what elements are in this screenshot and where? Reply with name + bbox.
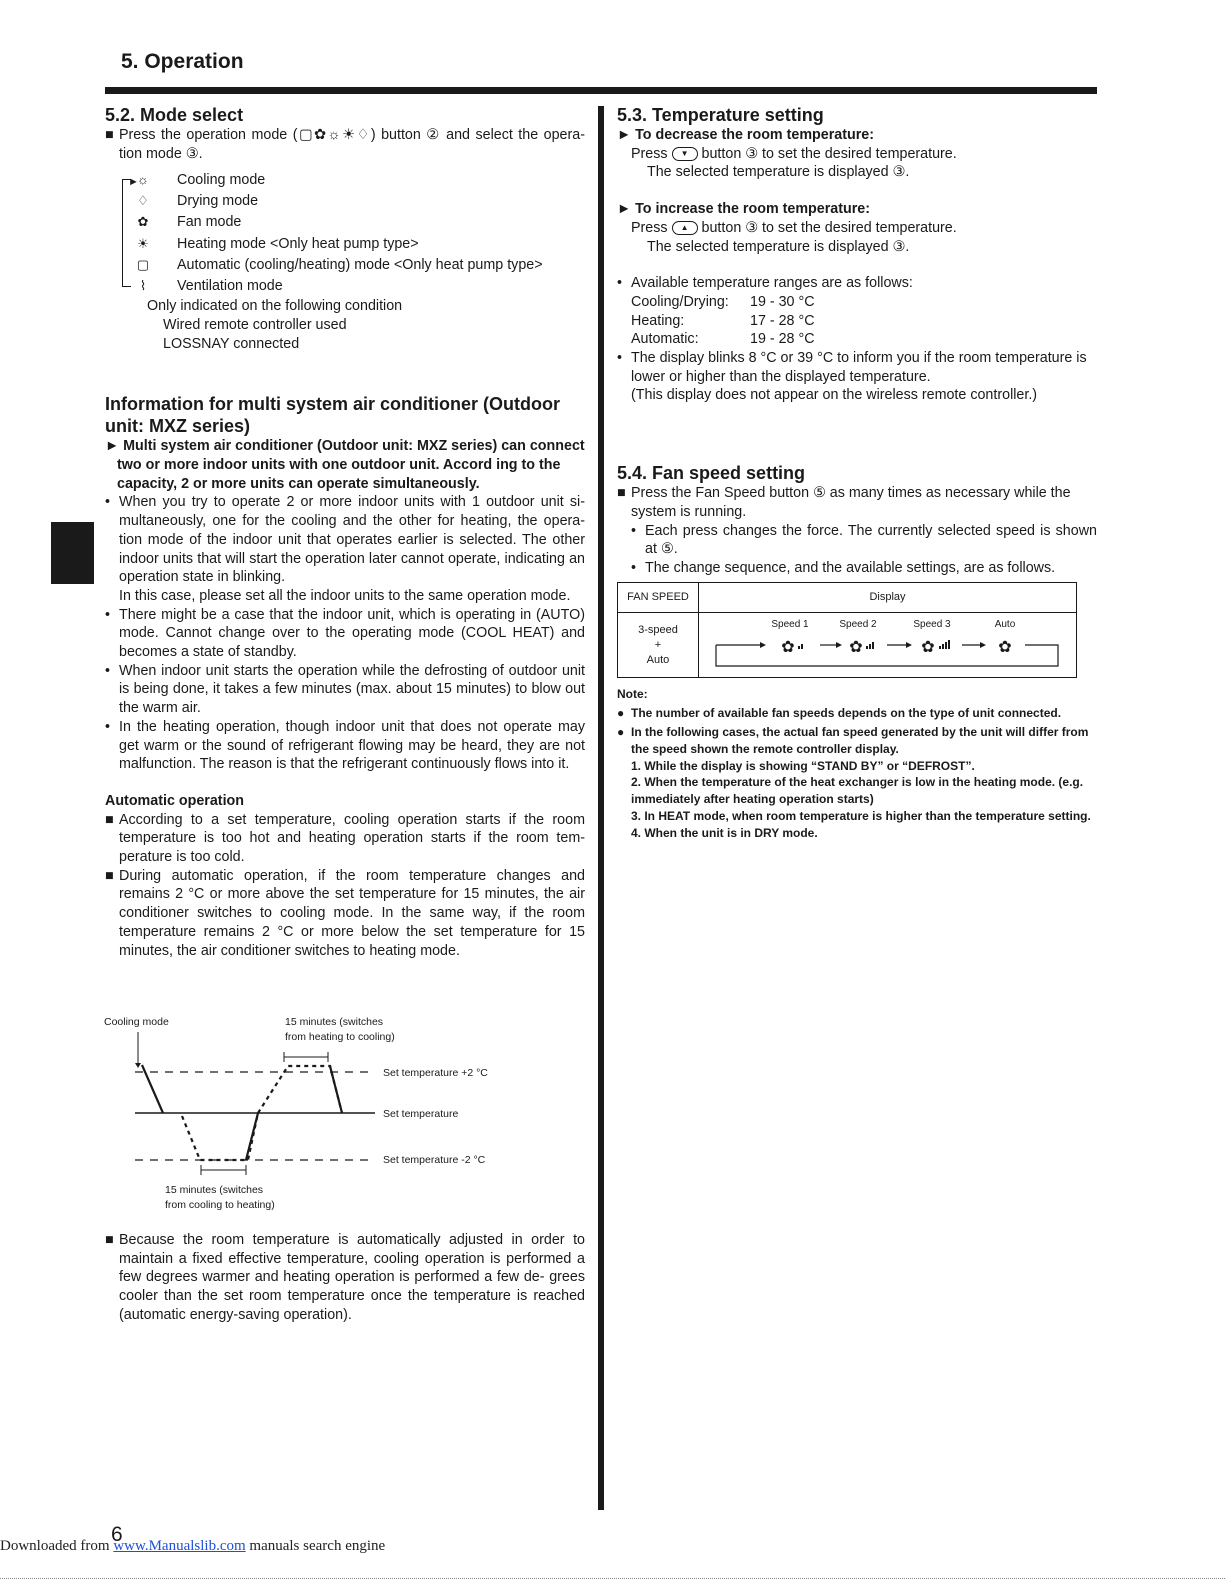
increase-title: ► To increase the room temperature: <box>617 201 871 218</box>
note-subitem: 2. When the temperature of the heat exchanger is low in the heating mode. (e.g. immediately after heating operation starts) <box>631 775 1084 807</box>
fan-notes <box>617 686 1097 841</box>
arrow-right-icon: ► <box>128 176 139 189</box>
speed-label: Auto <box>994 618 1016 630</box>
multi-bullet-cont: In this case, please set all the indoor units to the same operation mode. <box>119 587 571 604</box>
fan-bullet: • The change sequence, and the available settings, are as follows. <box>631 559 1056 576</box>
speed-label: Speed 3 <box>913 618 951 630</box>
auto-bullet: ■ According to a set temperature, cooling operation starts if the room temperature is too hot and heating operation starts if the room tem- perature is too cold. <box>105 811 585 866</box>
manualslib-link[interactable]: www.Manualslib.com <box>113 1538 246 1554</box>
heating-mode-icon: ☀ <box>137 235 149 251</box>
diagram-line-label: Set temperature +2 °C <box>383 1067 488 1079</box>
range-row: Automatic: 19 - 28 °C <box>631 331 815 348</box>
decrease-instruction: Press ▼ button ③ to set the desired temperature. <box>631 145 957 162</box>
mode-item: ☀ Heating mode <Only heat pump type> <box>123 233 585 254</box>
up-button-icon: ▲ <box>672 221 698 235</box>
multi-bullet: • When indoor unit starts the operation while the defrosting of outdoor unit is being done, it takes a few minutes (max. about 15 minutes) to blow out the warm air. <box>105 662 585 717</box>
diagram-line-label: Set temperature <box>383 1108 459 1120</box>
square-bullet-icon: ■ <box>105 127 114 143</box>
ventilation-note: Only indicated on the following condition <box>147 298 403 315</box>
table-header: Display <box>699 582 1077 612</box>
download-footer: Downloaded from www.Manualslib.com manuals search engine <box>0 1538 386 1554</box>
square-bullet-icon: ■ <box>105 1232 114 1248</box>
wireless-note: (This display does not appear on the wireless remote controller.) <box>631 387 1038 404</box>
column-divider <box>598 106 604 1510</box>
page-number: 6 <box>111 1523 123 1546</box>
temperature-heading: 5.3. Temperature setting <box>617 105 824 125</box>
fan-auto-icon: ✿ <box>998 638 1012 656</box>
square-bullet-icon: ■ <box>617 485 626 502</box>
diagram-line-label: Set temperature -2 °C <box>383 1154 486 1166</box>
square-bullet-icon: ■ <box>105 867 114 884</box>
note-subitem: 1. While the display is showing “STAND BY” or “DEFROST”. <box>631 758 975 773</box>
left-column <box>105 104 585 960</box>
speed-label: Speed 1 <box>771 618 809 630</box>
note-item: ● The number of available fan speeds depends on the type of unit connected. <box>617 706 1062 721</box>
diagram-cooling-label: Cooling mode <box>104 1016 169 1028</box>
auto-mode-icon: ▢ <box>136 256 150 272</box>
right-column <box>617 104 1097 842</box>
multi-bullet: • There might be a case that the indoor unit, which is operating in (AUTO) mode. Cannot change over to the operating mode (COOL HEAT) and becomes a state of standby. <box>105 606 585 661</box>
mode-item: ✿ Fan mode <box>123 212 585 233</box>
speed-label: Speed 2 <box>839 618 877 630</box>
down-button-icon: ▼ <box>672 147 698 161</box>
diagram-bottom-note: from cooling to heating) <box>165 1199 275 1211</box>
cooling-mode-icon: ☼ <box>137 171 149 187</box>
fan-speed1-icon: ✿ <box>781 638 795 656</box>
fan-sequence-cell <box>699 612 1077 678</box>
fan-speed3-icon: ✿ <box>921 638 935 656</box>
mode-item: ▢ Automatic (cooling/heating) mode <Only heat pump type> <box>123 255 585 276</box>
fan-bullet: • Each press changes the force. The currently selected speed is shown at ⑤. <box>631 522 1097 558</box>
mode-list <box>123 169 585 353</box>
increase-instruction: Press ▲ button ③ to set the desired temperature. <box>631 219 957 236</box>
diagram-top-note: 15 minutes (switches <box>285 1016 384 1028</box>
table-cell: 3-speed + Auto <box>618 612 699 678</box>
fan-speed-heading: 5.4. Fan speed setting <box>617 463 806 484</box>
fan-speed-table <box>617 582 1077 679</box>
diagram-bottom-note: 15 minutes (switches <box>165 1184 264 1196</box>
mode-select-heading: 5.2. Mode select <box>105 105 244 125</box>
fan-mode-icon: ✿ <box>137 214 149 230</box>
blink-note: • The display blinks 8 °C or 39 °C to inform you if the room temperature is lower or higher than the displayed temperature. <box>617 350 1087 385</box>
fan-speed2-icon: ✿ <box>849 638 863 656</box>
automatic-operation-heading: Automatic operation <box>105 792 245 809</box>
fan-sequence-diagram <box>700 614 1075 670</box>
mode-cycle-bracket <box>122 179 131 287</box>
note-subitem: 3. In HEAT mode, when room temperature is higher than the temperature setting. <box>631 808 1091 823</box>
mode-select-intro: ■ Press the operation mode (▢✿☼☀♢) button ② and select the opera- tion mode ③. <box>105 127 585 162</box>
mode-item: ⌇ Ventilation mode <box>123 276 585 297</box>
note-title: Note: <box>617 687 648 702</box>
square-bullet-icon: ■ <box>105 811 114 828</box>
multi-bullet: • In the heating operation, though indoor unit that does not operate may get warm or the sound of refrigerant flowing may be heard, they are not malfunction. The reason is that the refrigerant continuously flows into it. <box>105 718 585 773</box>
fan-intro: ■ Press the Fan Speed button ⑤ as many times as necessary while the system is running. <box>617 485 1071 520</box>
auto-bullet: ■ During automatic operation, if the room temperature changes and remains 2 °C or more above the set temperature for 15 minutes, the air conditioner switches to cooling mode. In the same way, if the room temperature remains 2 °C or more below the set temperature for 15 minutes, the air conditioner switches to heating mode. <box>105 867 585 959</box>
multi-system-heading: Information for multi system air conditioner (Outdoor unit: MXZ series) <box>105 394 561 437</box>
ventilation-condition: Wired remote controller used <box>163 316 347 333</box>
footer-divider <box>0 1578 1225 1579</box>
auto-operation-diagram <box>100 1010 590 1220</box>
table-header: FAN SPEED <box>618 582 699 612</box>
ventilation-mode-icon: ⌇ <box>139 278 147 294</box>
range-row: Cooling/Drying: 19 - 30 °C <box>631 293 815 310</box>
multi-bullet: • When you try to operate 2 or more indoor units with 1 outdoor unit si- multaneously, one for the cooling and the other for heating, the opera- tion mode of the indoor unit that operates earlier is selected. The other indoor units that will start the operation later cannot operate, indicating an operation state in blinking. <box>105 494 585 586</box>
auto-bullet: ■ Because the room temperature is automatically adjusted in order to maintain a fixed effective temperature, cooling operation is performed a few degrees warmer and heating operation is performed a few de- grees cooler than the set room temperature once the temperature is reached (automatic energy-saving operation). <box>105 1232 585 1323</box>
increase-display: The selected temperature is displayed ③. <box>647 238 910 255</box>
mode-item: ☼ Cooling mode <box>123 169 585 190</box>
multi-system-lead: ► Multi system air conditioner (Outdoor unit: MXZ series) can connect two or more indoor units with one outdoor unit. Accord ing to the capacity, 2 or more units can operate simultaneously. <box>105 438 585 492</box>
header-rule <box>105 87 1097 94</box>
ranges-intro: • Available temperature ranges are as follows: <box>617 275 913 292</box>
mode-item: ♢ Drying mode <box>123 191 585 212</box>
drying-mode-icon: ♢ <box>137 193 149 208</box>
ventilation-condition: LOSSNAY connected <box>163 335 300 352</box>
decrease-title: ► To decrease the room temperature: <box>617 127 875 143</box>
note-item: ● In the following cases, the actual fan speed generated by the unit will differ from the speed shown the remote controller display. <box>617 724 1089 756</box>
section-tab-marker <box>51 522 94 584</box>
range-row: Heating: 17 - 28 °C <box>631 312 815 329</box>
decrease-display: The selected temperature is displayed ③. <box>647 164 910 181</box>
note-subitem: 4. When the unit is in DRY mode. <box>631 825 818 840</box>
left-column-bottom <box>105 1231 585 1325</box>
page-title: 5. Operation <box>121 50 244 73</box>
diagram-top-note: from heating to cooling) <box>285 1031 395 1043</box>
